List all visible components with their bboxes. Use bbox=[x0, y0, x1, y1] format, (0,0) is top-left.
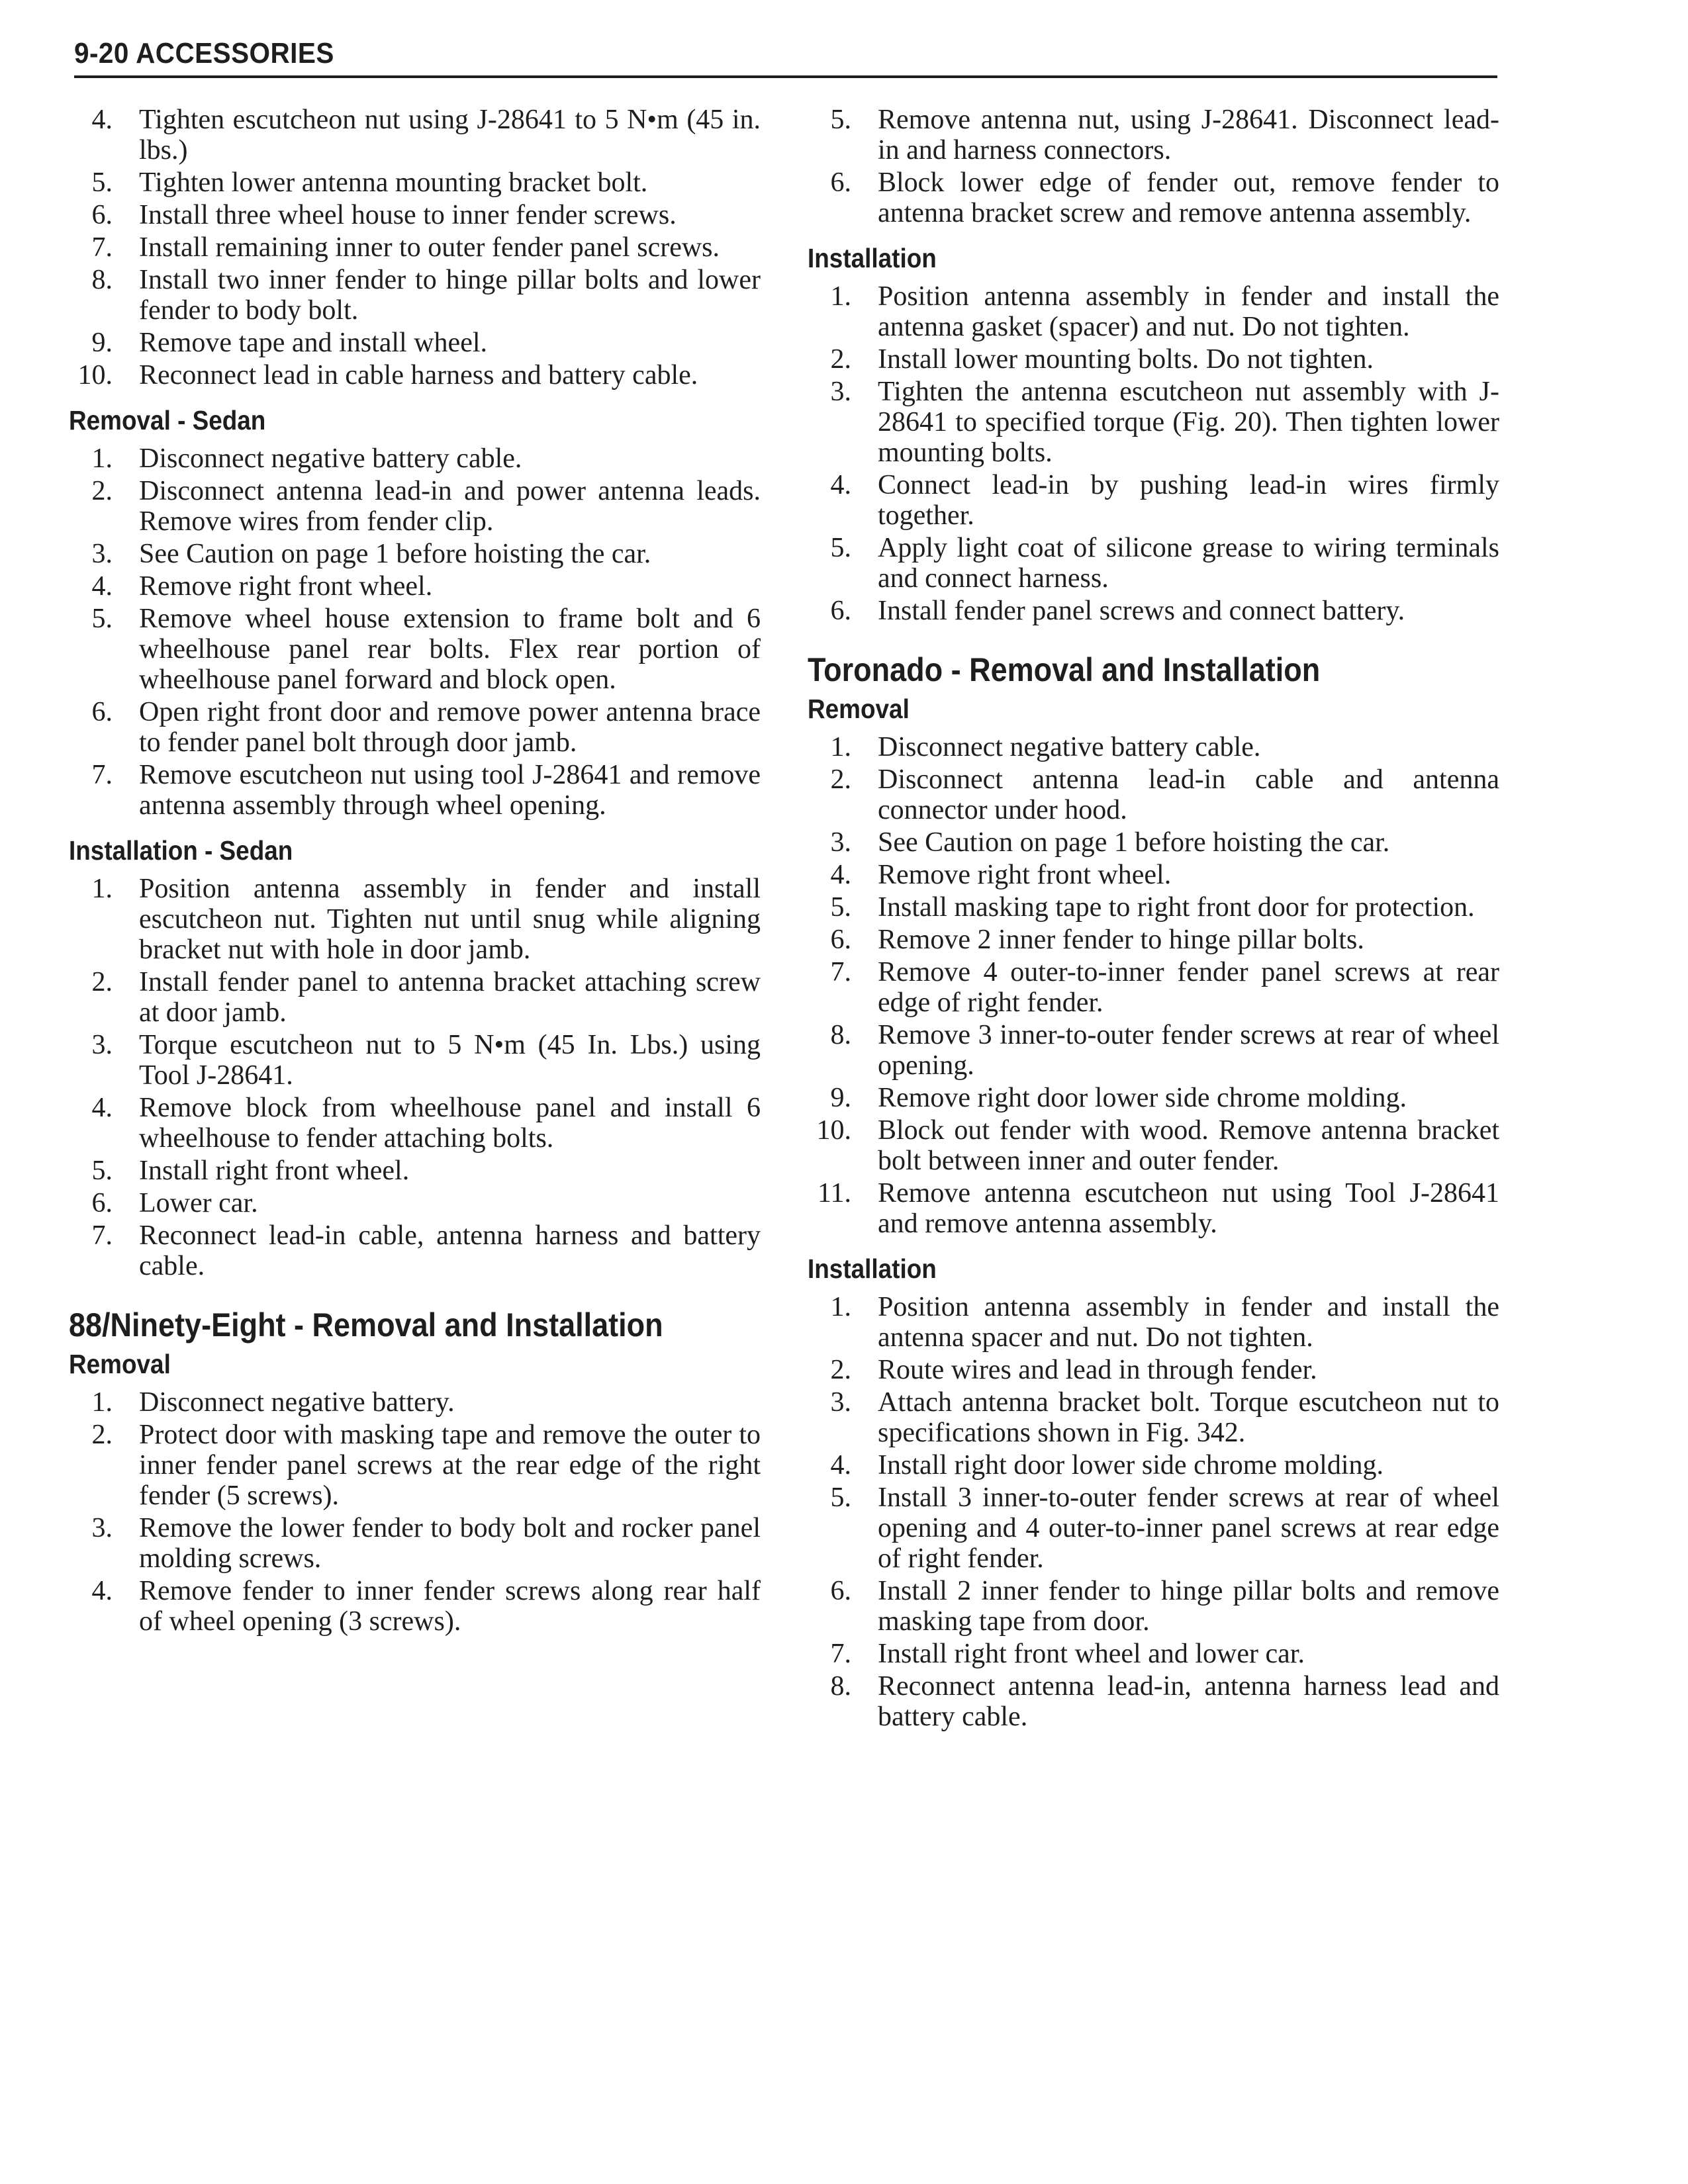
step-item bbox=[808, 732, 1499, 762]
step-item bbox=[69, 328, 761, 358]
step-text: Install 3 inner-to-outer fender screws at rear of wheel opening and 4 outer-to-inner panel screws at rear edge of right fender. bbox=[878, 1482, 1499, 1574]
step-number: 5. bbox=[830, 1482, 851, 1513]
step-text: Install fender panel screws and connect battery. bbox=[878, 596, 1405, 626]
step-number: 3. bbox=[830, 1387, 851, 1418]
step-item bbox=[69, 604, 761, 695]
step-number: 6. bbox=[830, 1576, 851, 1606]
step-number: 5. bbox=[91, 167, 113, 198]
step-number: 4. bbox=[830, 1450, 851, 1480]
toronado-removal-steps bbox=[808, 732, 1499, 1239]
step-item bbox=[808, 764, 1499, 825]
step-item bbox=[808, 1671, 1499, 1732]
step-item bbox=[69, 443, 761, 474]
step-text: Block out fender with wood. Remove antenna bracket bolt between inner and outer fender. bbox=[878, 1115, 1499, 1176]
step-text: Position antenna assembly in fender and install the antenna spacer and nut. Do not tighten. bbox=[878, 1292, 1499, 1353]
step-number: 2. bbox=[830, 764, 851, 795]
step-item bbox=[808, 1450, 1499, 1480]
right-column bbox=[808, 105, 1499, 1734]
step-text: Disconnect negative battery. bbox=[139, 1387, 455, 1418]
ninety-eight-heading: 88/Ninety-Eight - Removal and Installation bbox=[69, 1306, 663, 1343]
step-number: 5. bbox=[830, 105, 851, 135]
toronado-installation-heading: Installation bbox=[808, 1253, 937, 1284]
step-item bbox=[808, 925, 1499, 955]
running-head: 9-20 ACCESSORIES bbox=[74, 37, 334, 69]
page-header bbox=[74, 33, 1497, 78]
step-item bbox=[69, 232, 761, 263]
step-item bbox=[808, 596, 1499, 626]
step-text: Position antenna assembly in fender and install escutcheon nut. Tighten nut until snug while aligning bracket nut with hole in door jamb. bbox=[139, 874, 761, 965]
step-item bbox=[808, 1355, 1499, 1385]
installation-sedan-heading: Installation - Sedan bbox=[69, 835, 293, 866]
step-text: Remove block from wheelhouse panel and install 6 wheelhouse to fender attaching bolts. bbox=[139, 1093, 761, 1154]
step-item bbox=[808, 167, 1499, 228]
step-text: Remove 2 inner fender to hinge pillar bolts. bbox=[878, 925, 1364, 955]
step-number: 1. bbox=[91, 1387, 113, 1418]
step-text: Install masking tape to right front door for protection. bbox=[878, 892, 1475, 923]
step-item bbox=[69, 200, 761, 230]
step-text: Position antenna assembly in fender and install the antenna gasket (spacer) and nut. Do not tighten. bbox=[878, 281, 1499, 342]
step-item bbox=[808, 105, 1499, 165]
step-number: 3. bbox=[91, 539, 113, 569]
step-number: 3. bbox=[91, 1513, 113, 1543]
step-text: Remove fender to inner fender screws along rear half of wheel opening (3 screws). bbox=[139, 1576, 761, 1637]
step-text: Install right door lower side chrome molding. bbox=[878, 1450, 1384, 1480]
step-item bbox=[69, 967, 761, 1028]
step-number: 1. bbox=[91, 443, 113, 474]
step-item bbox=[808, 377, 1499, 468]
step-item bbox=[69, 167, 761, 198]
step-number: 6. bbox=[830, 596, 851, 626]
step-number: 1. bbox=[91, 874, 113, 904]
step-text: Reconnect antenna lead-in, antenna harness lead and battery cable. bbox=[878, 1671, 1499, 1732]
removal-sedan-heading: Removal - Sedan bbox=[69, 405, 266, 435]
step-text: Remove right front wheel. bbox=[878, 860, 1172, 890]
step-item bbox=[808, 1482, 1499, 1574]
step-number: 5. bbox=[91, 604, 113, 634]
step-number: 6. bbox=[91, 697, 113, 727]
installation-heading: Installation bbox=[808, 243, 937, 273]
ninety-eight-removal-heading: Removal bbox=[69, 1349, 171, 1379]
toronado-removal-heading: Removal bbox=[808, 694, 910, 724]
step-text: Open right front door and remove power antenna brace to fender panel bolt through door jamb. bbox=[139, 697, 761, 758]
step-number: 11. bbox=[818, 1178, 851, 1208]
step-item bbox=[69, 571, 761, 602]
step-text: Install remaining inner to outer fender panel screws. bbox=[139, 232, 720, 263]
step-number: 6. bbox=[830, 925, 851, 955]
step-number: 2. bbox=[830, 344, 851, 375]
step-item bbox=[69, 1387, 761, 1418]
step-item bbox=[69, 1093, 761, 1154]
right-continued-steps bbox=[808, 105, 1499, 228]
step-item bbox=[69, 1420, 761, 1511]
step-number: 5. bbox=[830, 892, 851, 923]
step-text: Apply light coat of silicone grease to wiring terminals and connect harness. bbox=[878, 533, 1499, 594]
step-item bbox=[69, 105, 761, 165]
step-text: Protect door with masking tape and remove the outer to inner fender panel screws at the rear edge of the right fender (5 screws). bbox=[139, 1420, 761, 1511]
step-item bbox=[808, 344, 1499, 375]
step-item bbox=[69, 1156, 761, 1186]
step-item bbox=[69, 360, 761, 390]
step-number: 2. bbox=[830, 1355, 851, 1385]
step-number: 10. bbox=[77, 360, 113, 390]
left-column bbox=[69, 105, 761, 1639]
step-number: 5. bbox=[91, 1156, 113, 1186]
step-item bbox=[808, 892, 1499, 923]
step-item bbox=[808, 827, 1499, 858]
step-item bbox=[69, 874, 761, 965]
toronado-installation-steps bbox=[808, 1292, 1499, 1732]
step-item bbox=[808, 1387, 1499, 1448]
step-text: See Caution on page 1 before hoisting the car. bbox=[139, 539, 651, 569]
step-text: See Caution on page 1 before hoisting the car. bbox=[878, 827, 1390, 858]
step-item bbox=[69, 476, 761, 537]
step-number: 5. bbox=[830, 533, 851, 563]
step-text: Remove right door lower side chrome molding. bbox=[878, 1083, 1407, 1113]
step-number: 1. bbox=[830, 732, 851, 762]
step-number: 4. bbox=[91, 1576, 113, 1606]
step-text: Disconnect negative battery cable. bbox=[878, 732, 1261, 762]
removal-sedan-steps bbox=[69, 443, 761, 821]
step-text: Route wires and lead in through fender. bbox=[878, 1355, 1317, 1385]
step-number: 7. bbox=[91, 1220, 113, 1251]
step-item bbox=[808, 860, 1499, 890]
step-number: 4. bbox=[91, 1093, 113, 1123]
step-item bbox=[808, 1115, 1499, 1176]
step-number: 6. bbox=[91, 200, 113, 230]
installation-steps bbox=[808, 281, 1499, 626]
left-continued-steps bbox=[69, 105, 761, 390]
step-item bbox=[808, 1576, 1499, 1637]
step-text: Install fender panel to antenna bracket attaching screw at door jamb. bbox=[139, 967, 761, 1028]
step-number: 3. bbox=[830, 377, 851, 407]
step-text: Remove escutcheon nut using tool J-28641 and remove antenna assembly through wheel opening. bbox=[139, 760, 761, 821]
step-number: 3. bbox=[830, 827, 851, 858]
step-text: Disconnect antenna lead-in and power antenna leads. Remove wires from fender clip. bbox=[139, 476, 761, 537]
step-number: 4. bbox=[830, 860, 851, 890]
step-item bbox=[69, 1188, 761, 1218]
step-text: Install two inner fender to hinge pillar bolts and lower fender to body bolt. bbox=[139, 265, 761, 326]
step-number: 7. bbox=[91, 232, 113, 263]
step-text: Remove antenna nut, using J-28641. Disconnect lead-in and harness connectors. bbox=[878, 105, 1499, 165]
step-text: Remove the lower fender to body bolt and rocker panel molding screws. bbox=[139, 1513, 761, 1574]
step-number: 10. bbox=[816, 1115, 851, 1146]
step-text: Torque escutcheon nut to 5 N•m (45 In. Lbs.) using Tool J-28641. bbox=[139, 1030, 761, 1091]
step-text: Install lower mounting bolts. Do not tighten. bbox=[878, 344, 1374, 375]
step-number: 1. bbox=[830, 281, 851, 312]
step-number: 7. bbox=[830, 957, 851, 987]
step-item bbox=[808, 957, 1499, 1018]
step-number: 8. bbox=[830, 1671, 851, 1702]
step-number: 6. bbox=[91, 1188, 113, 1218]
step-text: Disconnect negative battery cable. bbox=[139, 443, 522, 474]
step-number: 9. bbox=[91, 328, 113, 358]
step-text: Attach antenna bracket bolt. Torque escutcheon nut to specifications shown in Fig. 342. bbox=[878, 1387, 1499, 1448]
step-text: Reconnect lead-in cable, antenna harness and battery cable. bbox=[139, 1220, 761, 1281]
step-number: 2. bbox=[91, 1420, 113, 1450]
step-item bbox=[808, 1639, 1499, 1669]
toronado-heading: Toronado - Removal and Installation bbox=[808, 651, 1321, 688]
step-item bbox=[69, 265, 761, 326]
step-number: 7. bbox=[91, 760, 113, 790]
step-item bbox=[69, 1030, 761, 1091]
step-item bbox=[808, 533, 1499, 594]
step-item bbox=[69, 1220, 761, 1281]
step-number: 2. bbox=[91, 967, 113, 997]
step-number: 7. bbox=[830, 1639, 851, 1669]
step-number: 2. bbox=[91, 476, 113, 506]
step-item bbox=[69, 1513, 761, 1574]
step-text: Block lower edge of fender out, remove fender to antenna bracket screw and remove antenna assembly. bbox=[878, 167, 1499, 228]
step-number: 6. bbox=[830, 167, 851, 198]
step-text: Lower car. bbox=[139, 1188, 258, 1218]
step-text: Remove 4 outer-to-inner fender panel screws at rear edge of right fender. bbox=[878, 957, 1499, 1018]
step-number: 9. bbox=[830, 1083, 851, 1113]
step-text: Disconnect antenna lead-in cable and antenna connector under hood. bbox=[878, 764, 1499, 825]
ninety-eight-removal-steps bbox=[69, 1387, 761, 1637]
step-text: Tighten lower antenna mounting bracket bolt. bbox=[139, 167, 648, 198]
step-item bbox=[808, 281, 1499, 342]
step-number: 8. bbox=[830, 1020, 851, 1050]
step-item bbox=[69, 760, 761, 821]
step-text: Install 2 inner fender to hinge pillar bolts and remove masking tape from door. bbox=[878, 1576, 1499, 1637]
step-item bbox=[808, 1020, 1499, 1081]
step-text: Remove 3 inner-to-outer fender screws at rear of wheel opening. bbox=[878, 1020, 1499, 1081]
step-text: Remove antenna escutcheon nut using Tool J-28641 and remove antenna assembly. bbox=[878, 1178, 1499, 1239]
step-text: Install three wheel house to inner fender screws. bbox=[139, 200, 677, 230]
step-text: Install right front wheel and lower car. bbox=[878, 1639, 1305, 1669]
step-text: Connect lead-in by pushing lead-in wires firmly together. bbox=[878, 470, 1499, 531]
step-number: 4. bbox=[830, 470, 851, 500]
step-item bbox=[69, 539, 761, 569]
step-item bbox=[808, 1083, 1499, 1113]
step-text: Tighten escutcheon nut using J-28641 to 5 N•m (45 in. lbs.) bbox=[139, 105, 761, 165]
step-number: 1. bbox=[830, 1292, 851, 1322]
step-number: 3. bbox=[91, 1030, 113, 1060]
step-text: Remove tape and install wheel. bbox=[139, 328, 488, 358]
installation-sedan-steps bbox=[69, 874, 761, 1281]
step-text: Install right front wheel. bbox=[139, 1156, 410, 1186]
step-number: 4. bbox=[91, 105, 113, 135]
step-item bbox=[808, 470, 1499, 531]
step-item bbox=[808, 1292, 1499, 1353]
step-text: Remove right front wheel. bbox=[139, 571, 433, 602]
step-number: 8. bbox=[91, 265, 113, 295]
step-item bbox=[69, 697, 761, 758]
step-item bbox=[69, 1576, 761, 1637]
step-text: Tighten the antenna escutcheon nut assembly with J-28641 to specified torque (Fig. 20). Then tighten lower mounting bolts. bbox=[878, 377, 1499, 468]
step-number: 4. bbox=[91, 571, 113, 602]
step-text: Remove wheel house extension to frame bolt and 6 wheelhouse panel rear bolts. Flex rear portion of wheelhouse panel forward and block open. bbox=[139, 604, 761, 695]
step-item bbox=[808, 1178, 1499, 1239]
step-text: Reconnect lead in cable harness and battery cable. bbox=[139, 360, 698, 390]
